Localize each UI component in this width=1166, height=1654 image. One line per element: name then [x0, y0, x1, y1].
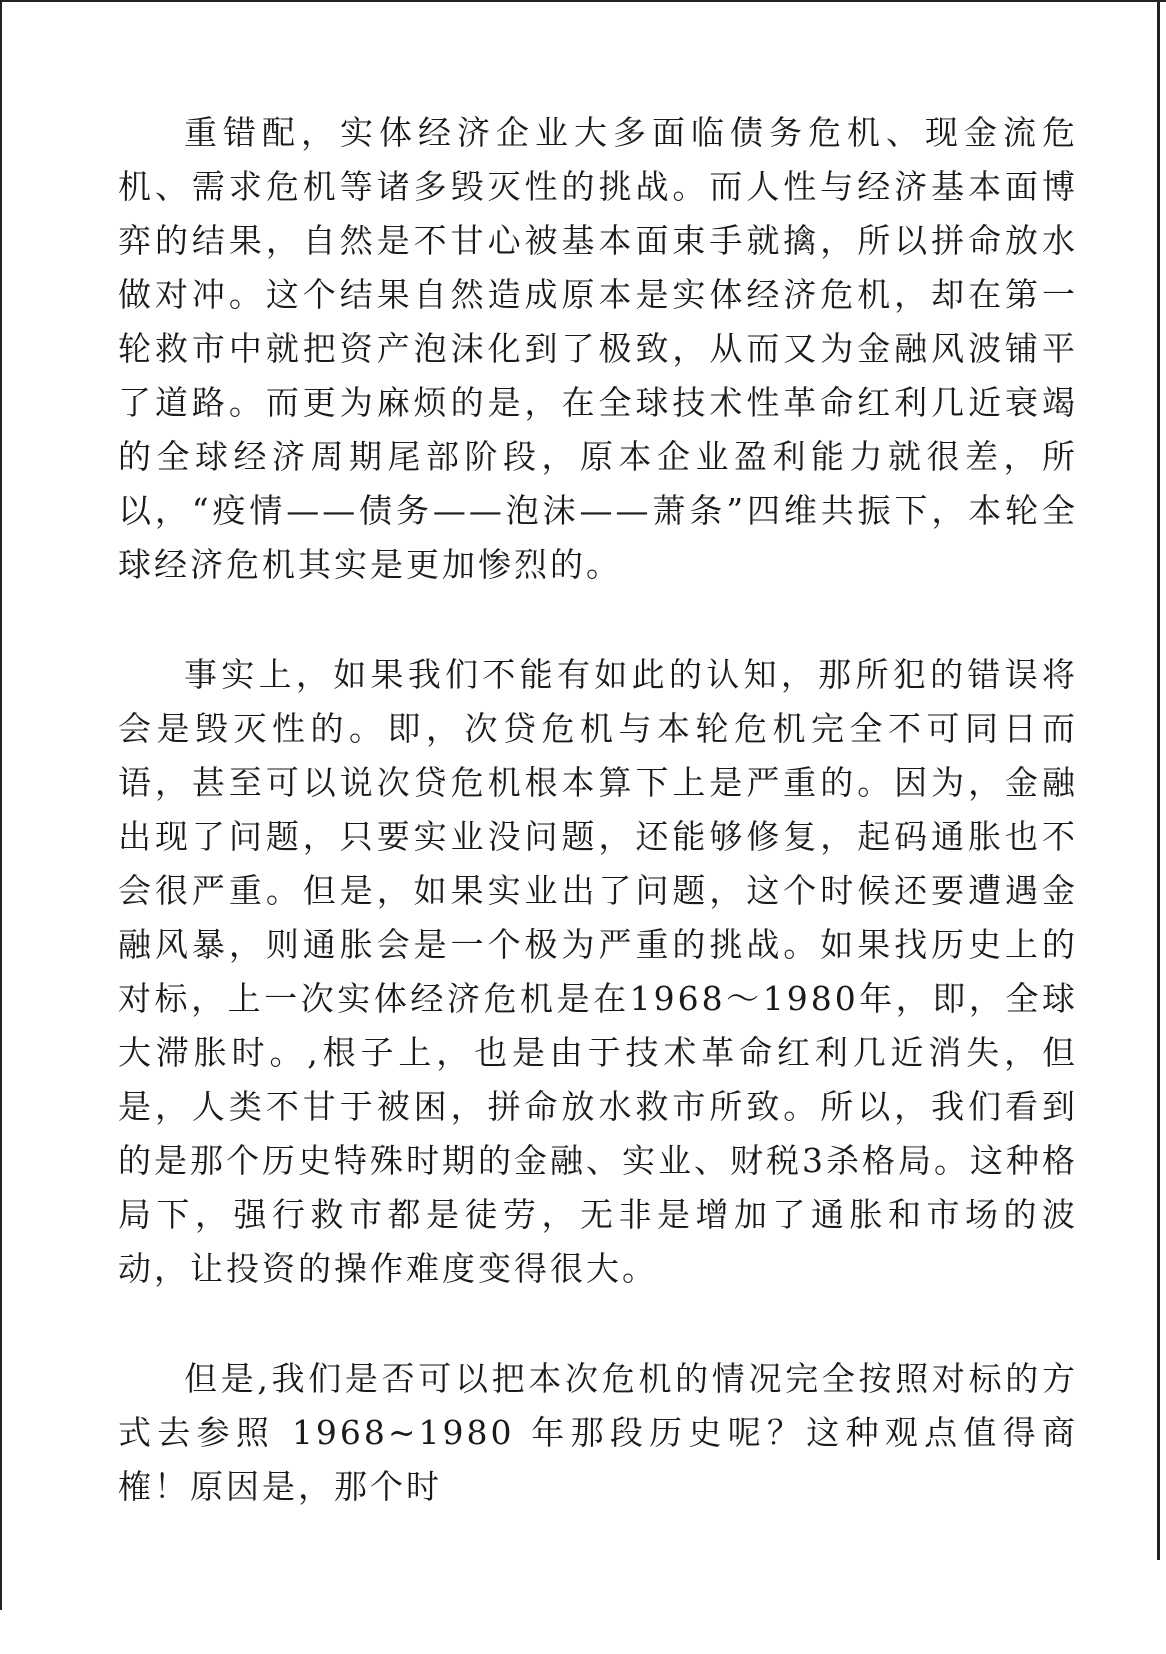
paragraph-gap — [118, 1296, 1078, 1352]
page-border-left — [0, 0, 2, 1610]
paragraph-2: 事实上，如果我们不能有如此的认知，那所犯的错误将会是毁灭性的。即，次贷危机与本轮危机完全不可同日而语，甚至可以说次贷危机根本算下上是严重的。因为，金融出现了问题，只要实业没问题，还能够修复，起码通胀也不会很严重。但是，如果实业出了问题，这个时候还要遭遇金融风暴，则通胀会是一个极为严重的挑战。如果找历史上的对标，上一次实体经济危机是在1968～1980年，即，全球大滞胀时。,根子上，也是由于技术革命红利几近消失，但是，人类不甘于被困，拼命放水救市所致。所以，我们看到的是那个历史特殊时期的金融、实业、财税3杀格局。这种格局下，强行救市都是徒劳，无非是增加了通胀和市场的波动，让投资的操作难度变得很大。 — [118, 655, 1078, 1288]
page-border-right — [1157, 0, 1160, 1560]
paragraph-gap — [118, 592, 1078, 648]
document-body — [118, 106, 1078, 1514]
paragraph-1: 重错配，实体经济企业大多面临债务危机、现金流危机、需求危机等诸多毁灭性的挑战。而人性与经济基本面博弈的结果，自然是不甘心被基本面束手就擒，所以拼命放水做对冲。这个结果自然造成原本是实体经济危机，却在第一轮救市中就把资产泡沫化到了极致，从而又为金融风波铺平了道路。而更为麻烦的是，在全球技术性革命红利几近衰竭的全球经济周期尾部阶段，原本企业盈利能力就很差，所以，“疫情——债务——泡沫——萧条”四维共振下，本轮全球经济危机其实是更加惨烈的。 — [118, 113, 1078, 584]
paragraph-3: 但是,我们是否可以把本次危机的情况完全按照对标的方式去参照 1968~1980 年那段历史呢？这种观点值得商榷！原因是，那个时 — [118, 1359, 1078, 1506]
page-border-top — [0, 0, 1166, 2]
